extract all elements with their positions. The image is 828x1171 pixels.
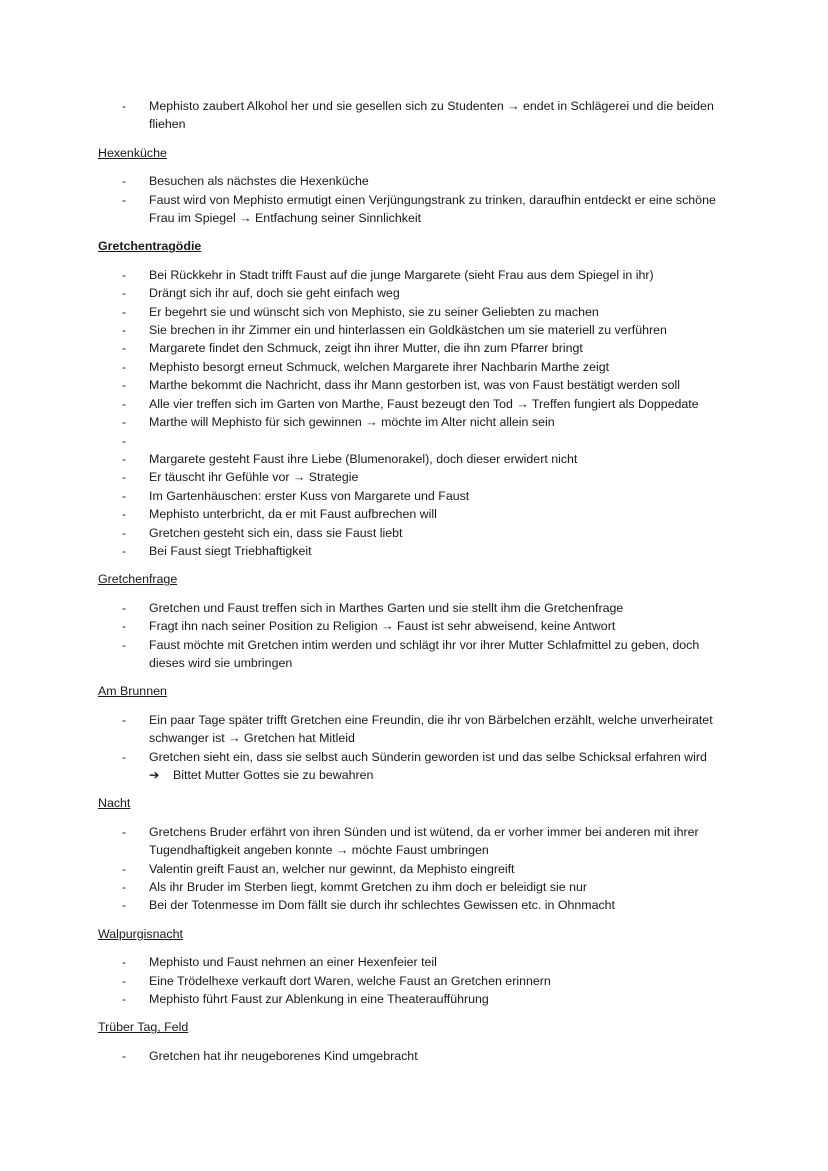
list-item [98, 413, 738, 431]
list-item [98, 321, 738, 339]
list-item-text: Faust wird von Mephisto ermutigt einen Verjüngungstrank zu trinken, daraufhin entdeckt er eine schöne Frau im Spiegel → Entfachung seiner Sinnlichkeit [149, 192, 716, 226]
bullet-list [98, 97, 738, 134]
list-item-text: Drängt sich ihr auf, doch sie geht einfach weg [149, 286, 400, 301]
section-trueber-tag [98, 1018, 738, 1065]
list-item-text: Im Gartenhäuschen: erster Kuss von Margarete und Faust [149, 488, 470, 503]
list-item-text: Marthe will Mephisto für sich gewinnen → möchte im Alter nicht allein sein [149, 415, 555, 430]
list-item-text: Mephisto zaubert Alkohol her und sie gesellen sich zu Studenten → endet in Schlägerei und die beiden fliehen [149, 99, 714, 132]
list-item [98, 303, 738, 321]
bullet-list [98, 953, 738, 1008]
list-item-text: Bei Faust siegt Triebhaftigkeit [149, 543, 312, 558]
section-heading: Am Brunnen [98, 684, 167, 699]
section-heading: Gretchentragödie [98, 239, 202, 254]
section-heading: Trüber Tag, Feld [98, 1020, 189, 1035]
dash-bullet: - [122, 712, 127, 727]
dash-bullet: - [122, 286, 127, 301]
list-item [98, 823, 738, 860]
list-item [98, 990, 738, 1008]
list-item [98, 339, 738, 357]
dash-bullet: - [122, 543, 127, 558]
list-item-text: Bei Rückkehr in Stadt trifft Faust auf die junge Margarete (sieht Frau aus dem Spiegel in ihr) [149, 267, 654, 282]
bullet-list [98, 172, 738, 227]
list-item-text: Gretchen und Faust treffen sich in Marthes Garten und sie stellt ihm die Gretchenfrage [149, 600, 624, 615]
list-item-text: Marthe bekommt die Nachricht, dass ihr Mann gestorben ist, was von Faust bestätigt werden soll [149, 378, 680, 393]
list-item-text: Margarete gesteht Faust ihre Liebe (Blumenorakel), doch dieser erwidert nicht [149, 451, 578, 466]
dash-bullet: - [122, 992, 127, 1007]
list-item [98, 617, 738, 635]
dash-bullet: - [122, 600, 127, 615]
list-item [98, 468, 738, 486]
list-item-text: Er begehrt sie und wünscht sich von Mephisto, sie zu seiner Geliebten zu machen [149, 304, 599, 319]
list-item-text: Gretchen gesteht sich ein, dass sie Faust liebt [149, 525, 403, 540]
list-item [98, 266, 738, 284]
list-item [98, 878, 738, 896]
list-item [98, 542, 738, 560]
list-item [98, 487, 738, 505]
dash-bullet: - [122, 359, 127, 374]
document-content [98, 97, 738, 1075]
list-item-text: Gretchen sieht ein, dass sie selbst auch Sünderin geworden ist und das selbe Schicksal erfahren wird [149, 749, 707, 764]
section-heading: Walpurgisnacht [98, 926, 183, 941]
list-item-text: Bei der Totenmesse im Dom fällt sie durch ihr schlechtes Gewissen etc. in Ohnmacht [149, 898, 615, 913]
dash-bullet: - [122, 378, 127, 393]
list-item-text: Fragt ihn nach seiner Position zu Religion → Faust ist sehr abweisend, keine Antwort [149, 619, 616, 634]
dash-bullet: - [122, 525, 127, 540]
section-am-brunnen [98, 682, 738, 784]
list-item-text: Eine Trödelhexe verkauft dort Waren, welche Faust an Gretchen erinnern [149, 973, 551, 988]
list-item-text: Als ihr Bruder im Sterben liegt, kommt Gretchen zu ihm doch er beleidigt sie nur [149, 880, 587, 895]
list-item-text: Gretchens Bruder erfährt von ihren Sünden und ist wütend, da er vorher immer bei anderen mit ihrer Tugendhaftigkeit angeben konnte → möchte Faust umbringen [149, 824, 699, 858]
dash-bullet: - [122, 192, 127, 207]
dash-bullet: - [122, 267, 127, 282]
list-item-text: Faust möchte mit Gretchen intim werden und schlägt ihr vor ihrer Mutter Schlafmittel zu geben, doch dieses wird sie umbringen [149, 637, 700, 670]
section-heading: Nacht [98, 796, 131, 811]
list-item [98, 505, 738, 523]
section-heading: Gretchenfrage [98, 572, 178, 587]
list-item [98, 97, 738, 134]
list-item [98, 953, 738, 971]
dash-bullet: - [122, 880, 127, 895]
dash-bullet: - [122, 415, 127, 430]
list-subitem [98, 766, 738, 784]
dash-bullet: - [122, 470, 127, 485]
bullet-list [98, 823, 738, 915]
list-item [98, 376, 738, 394]
bullet-list [98, 1047, 738, 1065]
list-item [98, 450, 738, 468]
dash-bullet: - [122, 824, 127, 839]
dash-bullet: - [122, 99, 127, 113]
list-item-text: Ein paar Tage später trifft Gretchen eine Freundin, die ihr von Bärbelchen erzählt, welche unverheiratet schwanger ist → Gretchen hat Mitleid [149, 712, 713, 746]
list-item-text: Mephisto und Faust nehmen an einer Hexenfeier teil [149, 955, 437, 970]
list-item-text: Mephisto unterbricht, da er mit Faust aufbrechen will [149, 507, 437, 522]
list-item [98, 636, 738, 673]
dash-bullet: - [122, 174, 127, 189]
list-item [98, 711, 738, 748]
dash-bullet: - [122, 507, 127, 522]
list-item [98, 284, 738, 302]
list-item-text: Gretchen hat ihr neugeborenes Kind umgebracht [149, 1048, 418, 1063]
list-item [98, 972, 738, 990]
list-item-text: Besuchen als nächstes die Hexenküche [149, 174, 369, 189]
dash-bullet: - [122, 323, 127, 338]
bullet-list [98, 266, 738, 560]
dash-bullet: - [122, 973, 127, 988]
section-nacht [98, 794, 738, 914]
dash-bullet: - [122, 619, 127, 634]
section-intro [98, 97, 738, 134]
dash-bullet: - [122, 488, 127, 503]
arrow-icon: ➔ [149, 767, 160, 782]
section-gretchentragoedie [98, 237, 738, 560]
dash-bullet: - [122, 861, 127, 876]
list-item [98, 860, 738, 878]
dash-bullet: - [122, 955, 127, 970]
dash-bullet: - [122, 341, 127, 356]
list-item [98, 358, 738, 376]
list-item [98, 524, 738, 542]
section-hexenkueche [98, 144, 738, 228]
list-item-text: Alle vier treffen sich im Garten von Marthe, Faust bezeugt den Tod → Treffen fungiert als Doppedate [149, 396, 699, 411]
list-item-text: Er täuscht ihr Gefühle vor → Strategie [149, 470, 359, 485]
section-gretchenfrage [98, 570, 738, 672]
list-item [98, 172, 738, 190]
list-item [98, 599, 738, 617]
section-heading: Hexenküche [98, 145, 167, 160]
list-item [98, 395, 738, 413]
dash-bullet: - [122, 1048, 127, 1063]
dash-bullet: - [122, 898, 127, 913]
dash-bullet: - [122, 749, 127, 764]
dash-bullet: - [122, 396, 127, 411]
list-item-text: Valentin greift Faust an, welcher nur gewinnt, da Mephisto eingreift [149, 861, 515, 876]
list-item [98, 748, 738, 766]
bullet-list [98, 599, 738, 673]
dash-bullet: - [122, 304, 127, 319]
dash-bullet: - [122, 433, 127, 448]
section-walpurgisnacht [98, 925, 738, 1009]
list-item-text: Bittet Mutter Gottes sie zu bewahren [173, 767, 374, 782]
list-item [98, 1047, 738, 1065]
list-item-empty [98, 432, 738, 450]
list-item-text: Mephisto führt Faust zur Ablenkung in eine Theateraufführung [149, 992, 489, 1007]
bullet-list [98, 711, 738, 785]
list-item-text: Mephisto besorgt erneut Schmuck, welchen Margarete ihrer Nachbarin Marthe zeigt [149, 359, 610, 374]
list-item [98, 191, 738, 228]
list-item-text: Sie brechen in ihr Zimmer ein und hinterlassen ein Goldkästchen um sie materiell zu verführen [149, 323, 667, 338]
list-item-text: Margarete findet den Schmuck, zeigt ihn ihrer Mutter, die ihn zum Pfarrer bringt [149, 341, 583, 356]
list-item [98, 896, 738, 914]
dash-bullet: - [122, 637, 127, 652]
dash-bullet: - [122, 451, 127, 466]
